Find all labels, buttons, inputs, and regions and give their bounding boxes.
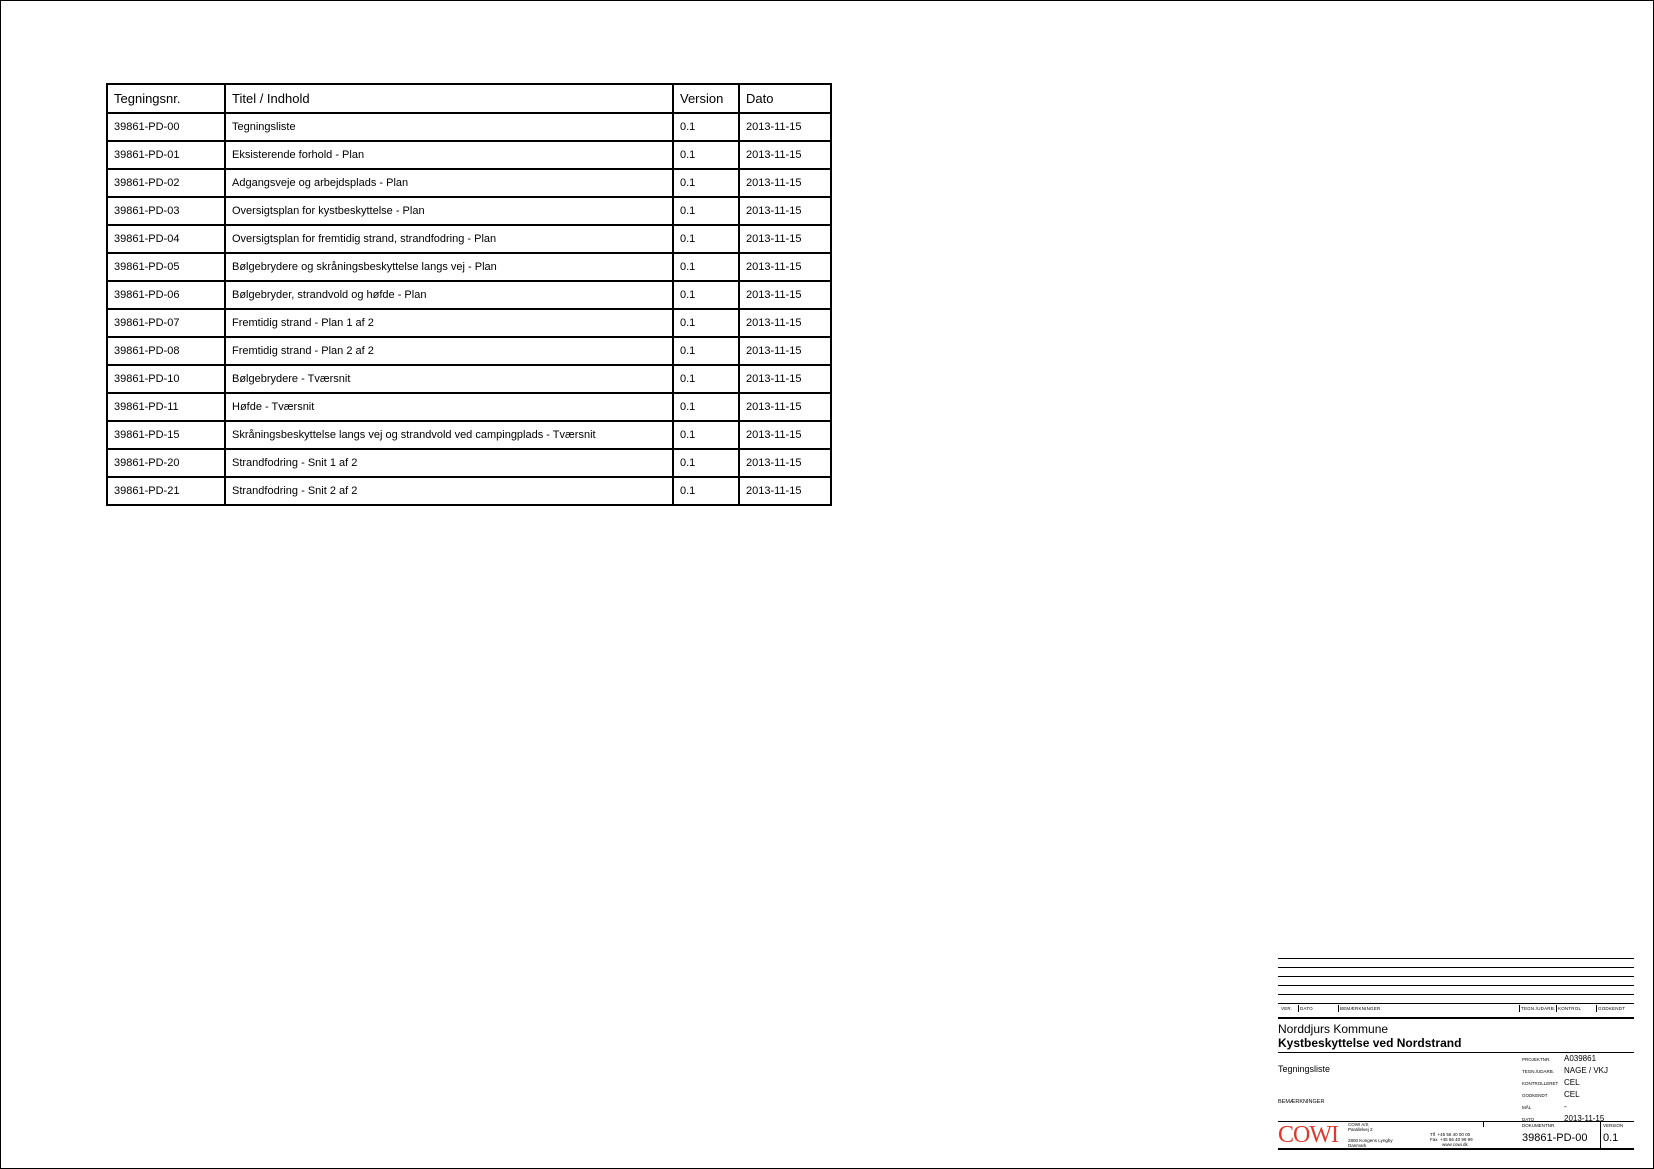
company-contact — [1430, 1132, 1473, 1147]
rev-header-remarks: BEMÆRKNINGER — [1340, 1006, 1381, 1011]
cell-drawing-number: 39861-PD-06 — [107, 281, 225, 309]
field-label-dato: DATO — [1522, 1117, 1535, 1122]
cell-date: 2013-11-15 — [739, 337, 831, 365]
document-title: Tegningsliste — [1278, 1064, 1331, 1074]
cell-version: 0.1 — [673, 337, 739, 365]
table-row — [107, 477, 831, 505]
fax-label: Fax — [1430, 1137, 1438, 1142]
document-version: 0.1 — [1603, 1132, 1619, 1144]
cell-drawing-number: 39861-PD-03 — [107, 197, 225, 225]
table-row — [107, 253, 831, 281]
table-row — [107, 393, 831, 421]
revision-line — [1278, 967, 1634, 968]
cell-drawing-number: 39861-PD-01 — [107, 141, 225, 169]
cowi-logo: COWI — [1278, 1122, 1338, 1148]
cell-version: 0.1 — [673, 197, 739, 225]
cell-date: 2013-11-15 — [739, 197, 831, 225]
address-divider — [1483, 1121, 1484, 1127]
rev-divider — [1298, 1005, 1299, 1012]
cell-drawing-number: 39861-PD-08 — [107, 337, 225, 365]
cell-version: 0.1 — [673, 421, 739, 449]
field-label-godkendt: GODKENDT — [1522, 1093, 1548, 1098]
company-web: www.cowi.dk — [1442, 1142, 1468, 1147]
rev-header-tegn: TEGN./UDARB. — [1521, 1006, 1556, 1011]
cell-title: Eksisterende forhold - Plan — [225, 141, 673, 169]
cell-version: 0.1 — [673, 225, 739, 253]
rev-divider — [1596, 1005, 1597, 1012]
cell-date: 2013-11-15 — [739, 449, 831, 477]
cell-version: 0.1 — [673, 141, 739, 169]
revision-line — [1278, 1003, 1634, 1004]
cell-date: 2013-11-15 — [739, 113, 831, 141]
cell-date: 2013-11-15 — [739, 281, 831, 309]
cell-date: 2013-11-15 — [739, 169, 831, 197]
table-row — [107, 113, 831, 141]
cell-title: Strandfodring - Snit 2 af 2 — [225, 477, 673, 505]
section-divider — [1278, 1052, 1634, 1053]
col-header-drawing-number: Tegningsnr. — [107, 84, 225, 113]
cell-drawing-number: 39861-PD-04 — [107, 225, 225, 253]
cell-date: 2013-11-15 — [739, 393, 831, 421]
cell-date: 2013-11-15 — [739, 141, 831, 169]
cell-title: Tegningsliste — [225, 113, 673, 141]
revision-line — [1278, 958, 1634, 959]
cell-title: Adgangsveje og arbejdsplads - Plan — [225, 169, 673, 197]
table-row — [107, 309, 831, 337]
cell-title: Bølgebryder, strandvold og høfde - Plan — [225, 281, 673, 309]
tlf-value: +45 56 40 00 00 — [1437, 1132, 1471, 1137]
cell-date: 2013-11-15 — [739, 365, 831, 393]
company-city: 2800 Kongens Lyngby — [1348, 1138, 1393, 1143]
cell-title: Oversigtsplan for fremtidig strand, strandfodring - Plan — [225, 225, 673, 253]
client-name: Norddjurs Kommune — [1278, 1022, 1389, 1036]
cell-drawing-number: 39861-PD-05 — [107, 253, 225, 281]
col-header-version: Version — [673, 84, 739, 113]
project-title: Kystbeskyttelse ved Nordstrand — [1278, 1036, 1462, 1050]
table-row — [107, 365, 831, 393]
company-name: COWI A/S — [1348, 1122, 1369, 1127]
cell-version: 0.1 — [673, 393, 739, 421]
rev-divider — [1519, 1005, 1520, 1012]
field-value-kontrolleret: CEL — [1564, 1078, 1580, 1087]
revision-line — [1278, 976, 1634, 977]
title-block-bottom — [1278, 1148, 1634, 1150]
field-value-maal: - — [1564, 1102, 1567, 1111]
cell-date: 2013-11-15 — [739, 477, 831, 505]
cell-title: Strandfodring - Snit 1 af 2 — [225, 449, 673, 477]
rev-header-ver: VER. — [1281, 1006, 1293, 1011]
cell-version: 0.1 — [673, 169, 739, 197]
table-body — [107, 113, 831, 505]
cell-drawing-number: 39861-PD-00 — [107, 113, 225, 141]
cell-version: 0.1 — [673, 253, 739, 281]
cell-title: Bølgebrydere - Tværsnit — [225, 365, 673, 393]
company-street: Parallelvej 2 — [1348, 1127, 1373, 1132]
table-row — [107, 141, 831, 169]
field-value-tegn: NAGE / VKJ — [1564, 1066, 1609, 1075]
rev-header-kontrol: KONTROL — [1558, 1006, 1582, 1011]
table-row — [107, 169, 831, 197]
rev-divider — [1556, 1005, 1557, 1012]
cell-version: 0.1 — [673, 113, 739, 141]
cell-version: 0.1 — [673, 365, 739, 393]
drawing-list-table — [106, 83, 832, 506]
cell-drawing-number: 39861-PD-02 — [107, 169, 225, 197]
version-divider — [1600, 1121, 1601, 1148]
table-row — [107, 449, 831, 477]
title-divider — [1278, 1017, 1634, 1019]
cell-drawing-number: 39861-PD-21 — [107, 477, 225, 505]
cell-version: 0.1 — [673, 281, 739, 309]
rev-header-dato: DATO — [1300, 1006, 1313, 1011]
cell-title: Bølgebrydere og skråningsbeskyttelse langs vej - Plan — [225, 253, 673, 281]
cell-date: 2013-11-15 — [739, 421, 831, 449]
field-value-dato: 2013-11-15 — [1564, 1114, 1605, 1123]
col-header-date: Dato — [739, 84, 831, 113]
cell-drawing-number: 39861-PD-11 — [107, 393, 225, 421]
cell-version: 0.1 — [673, 449, 739, 477]
cell-date: 2013-11-15 — [739, 253, 831, 281]
field-value-godkendt: CEL — [1564, 1090, 1580, 1099]
cell-title: Oversigtsplan for kystbeskyttelse - Plan — [225, 197, 673, 225]
field-label-kontrolleret: KONTROLLERET — [1522, 1081, 1559, 1086]
table-row — [107, 337, 831, 365]
cell-title: Fremtidig strand - Plan 2 af 2 — [225, 337, 673, 365]
cell-title: Fremtidig strand - Plan 1 af 2 — [225, 309, 673, 337]
table-row — [107, 225, 831, 253]
table-row — [107, 197, 831, 225]
cell-version: 0.1 — [673, 477, 739, 505]
field-value-projektnr: A039861 — [1564, 1054, 1597, 1063]
cell-title: Skråningsbeskyttelse langs vej og strandvold ved campingplads - Tværsnit — [225, 421, 673, 449]
table-row — [107, 281, 831, 309]
cell-drawing-number: 39861-PD-10 — [107, 365, 225, 393]
cell-date: 2013-11-15 — [739, 309, 831, 337]
rev-header-godkendt: GODKENDT — [1598, 1006, 1626, 1011]
tlf-label: Tlf — [1430, 1132, 1435, 1137]
cell-drawing-number: 39861-PD-15 — [107, 421, 225, 449]
table-header-row — [107, 84, 831, 113]
company-address — [1348, 1122, 1393, 1148]
field-label-maal: MÅL — [1522, 1105, 1532, 1110]
cell-drawing-number: 39861-PD-07 — [107, 309, 225, 337]
cell-version: 0.1 — [673, 309, 739, 337]
rev-divider — [1338, 1005, 1339, 1012]
docnum-label: DOKUMENTNR. — [1522, 1123, 1556, 1128]
remarks-label: BEMÆRKNINGER — [1278, 1099, 1325, 1105]
field-label-projektnr: PROJEKTNR. — [1522, 1057, 1551, 1062]
company-country: Danmark — [1348, 1143, 1367, 1148]
revision-line — [1278, 985, 1634, 986]
cell-drawing-number: 39861-PD-20 — [107, 449, 225, 477]
field-label-tegn: TEGN./UDARB. — [1522, 1069, 1555, 1074]
cell-title: Høfde - Tværsnit — [225, 393, 673, 421]
title-block — [1278, 958, 1634, 1152]
fax-value: +45 56 40 99 99 — [1440, 1137, 1473, 1142]
version-label: VERSION — [1603, 1123, 1624, 1128]
revision-line — [1278, 994, 1634, 995]
document-number: 39861-PD-00 — [1522, 1132, 1588, 1144]
col-header-title: Titel / Indhold — [225, 84, 673, 113]
table-row — [107, 421, 831, 449]
cell-date: 2013-11-15 — [739, 225, 831, 253]
